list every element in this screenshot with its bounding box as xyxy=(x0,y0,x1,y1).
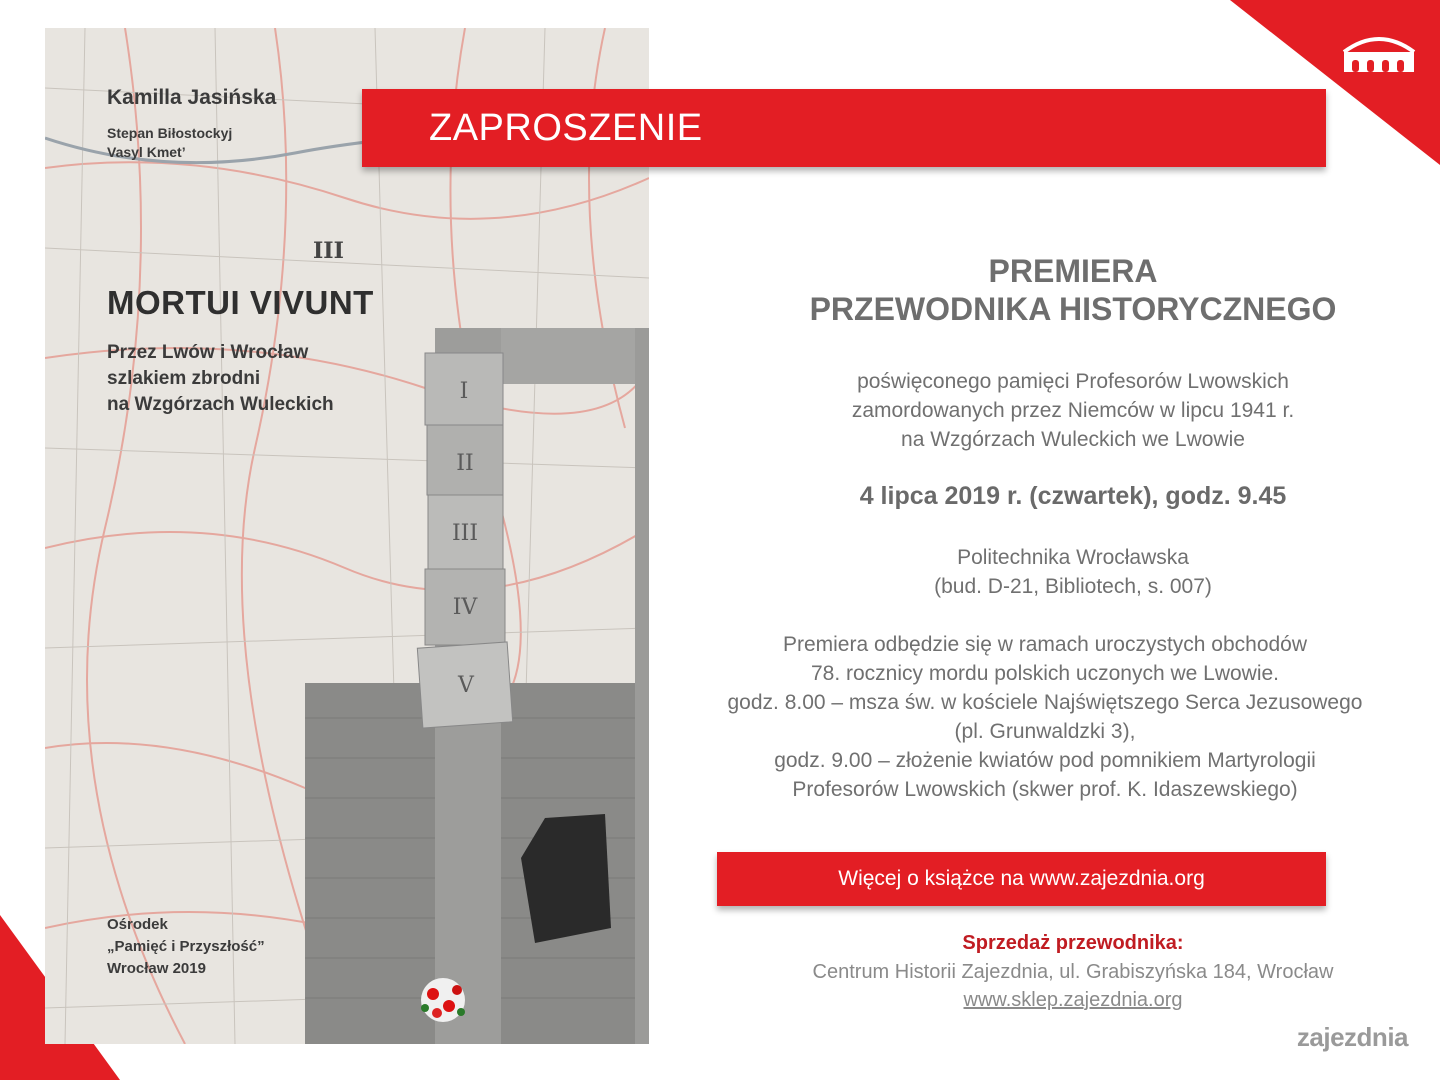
brand-logo: zajezdnia xyxy=(1296,1022,1408,1052)
cover-coauthor: Vasyl Kmet’ xyxy=(107,144,186,160)
event-program-line: (pl. Grunwaldzki 3), xyxy=(954,720,1136,743)
sales-label: Sprzedaż przewodnika: xyxy=(962,932,1184,954)
cover-coauthor: Stepan Biłostockyj xyxy=(107,125,233,141)
monument-numeral: IV xyxy=(452,595,478,620)
event-heading-line: PRZEWODNIKA HISTORYCZNEGO xyxy=(809,291,1337,327)
sales-info xyxy=(680,958,1440,1014)
monument-numeral: V xyxy=(458,673,474,698)
event-venue-line: Politechnika Wrocławska xyxy=(957,546,1189,569)
cover-publisher xyxy=(107,914,265,980)
cover-publisher-line: „Pamięć i Przyszłość” xyxy=(107,938,265,955)
event-venue xyxy=(680,543,1440,601)
cover-subtitle-line: na Wzgórzach Wuleckich xyxy=(107,394,334,415)
monument-illustration xyxy=(45,28,649,1044)
event-intro-line: na Wzgórzach Wuleckich we Lwowie xyxy=(901,428,1245,451)
invitation-banner xyxy=(362,89,1326,167)
shop-link[interactable]: www.sklep.zajezdnia.org xyxy=(963,989,1183,1011)
event-program-line: Profesorów Lwowskich (skwer prof. K. Idaszewskiego) xyxy=(792,778,1298,801)
event-program-line: godz. 8.00 – msza św. w kościele Najświętszego Serca Jezusowego xyxy=(727,691,1363,714)
event-heading-line: PREMIERA xyxy=(988,253,1158,289)
event-program xyxy=(680,630,1410,804)
event-intro-line: zamordowanych przez Niemców w lipcu 1941 r. xyxy=(851,399,1295,422)
cover-roman-mark: III xyxy=(313,238,344,264)
event-intro-line: poświęconego pamięci Profesorów Lwowskich xyxy=(857,370,1289,393)
monument-numeral: II xyxy=(456,451,474,476)
monument-numeral: I xyxy=(459,379,469,404)
event-program-line: godz. 9.00 – złożenie kwiatów pod pomnikiem Martyrologii xyxy=(774,749,1316,772)
event-venue-line: (bud. D-21, Bibliotech, s. 007) xyxy=(934,575,1212,598)
cover-subtitle-line: Przez Lwów i Wrocław xyxy=(107,342,309,363)
cover-author: Kamilla Jasińska xyxy=(107,86,277,109)
event-program-line: Premiera odbędzie się w ramach uroczystych obchodów xyxy=(782,633,1308,656)
sales-address: Centrum Historii Zajezdnia, ul. Grabiszyńska 184, Wrocław xyxy=(812,961,1334,983)
monument-numeral: III xyxy=(451,521,479,546)
book-cover-image xyxy=(45,28,649,1044)
cover-subtitle-line: szlakiem zbrodni xyxy=(107,368,261,389)
cover-title: MORTUI VIVUNT xyxy=(107,284,374,321)
event-intro xyxy=(680,367,1440,454)
event-heading xyxy=(680,252,1440,328)
invitation-title: ZAPROSZENIE xyxy=(429,107,703,149)
event-date: 4 lipca 2019 r. (czwartek), godz. 9.45 xyxy=(859,482,1287,510)
cover-publisher-line: Ośrodek xyxy=(107,916,168,933)
cover-publisher-line: Wrocław 2019 xyxy=(107,960,206,977)
event-program-line: 78. rocznicy mordu polskich uczonych we Lwowie. xyxy=(810,662,1280,685)
more-info-button[interactable]: Więcej o książce na www.zajezdnia.org xyxy=(717,852,1326,906)
tram-depot-logo-icon xyxy=(1340,22,1418,74)
